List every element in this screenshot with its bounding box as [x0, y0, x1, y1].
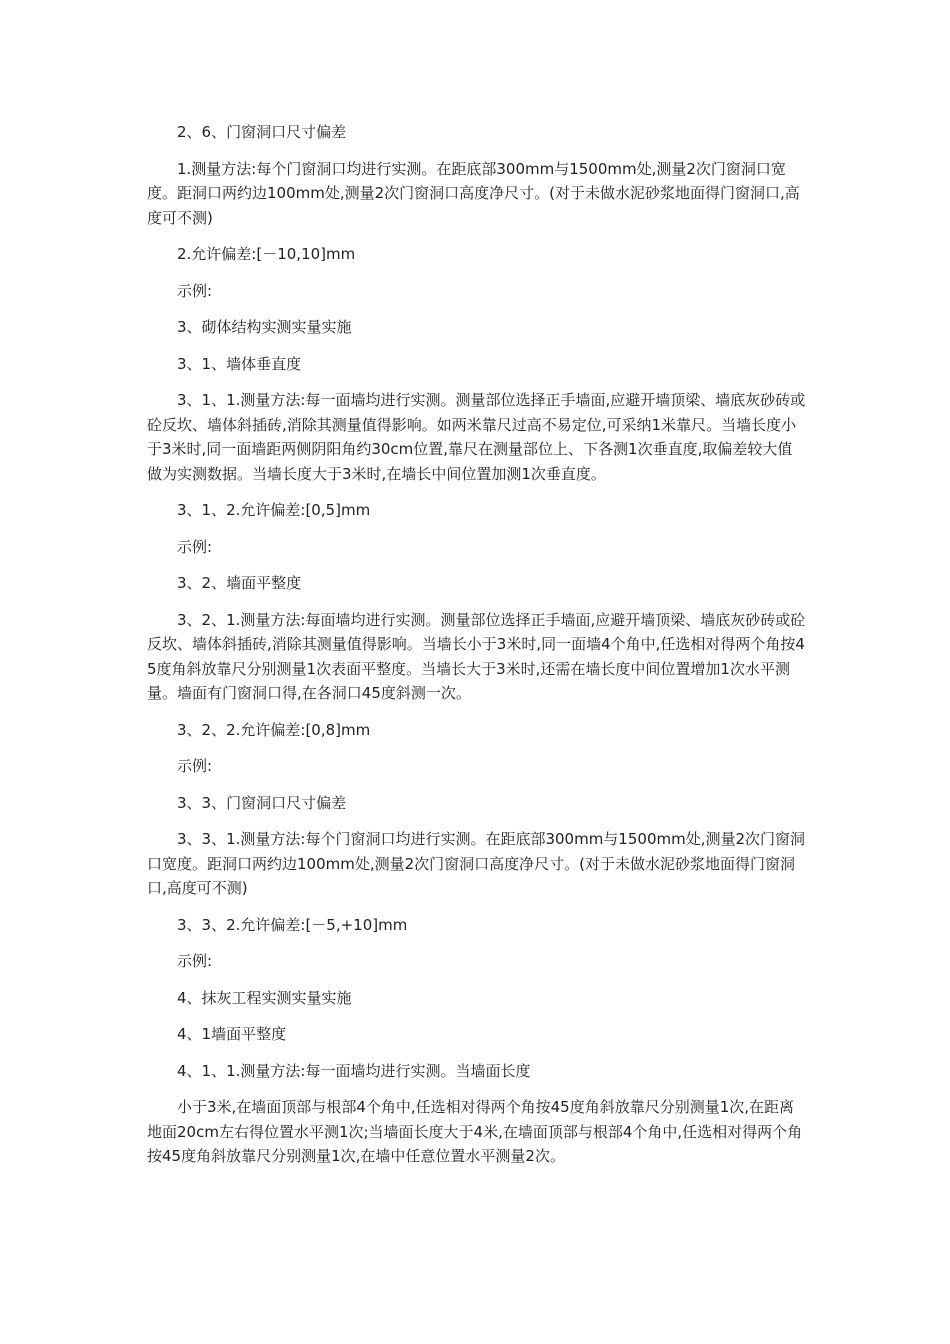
paragraph-allowed-deviation: 2.允许偏差:[－10,10]mm — [177, 245, 356, 263]
section-heading-4-1: 4、1墙面平整度 — [177, 1025, 287, 1043]
section-heading-3: 3、砌体结构实测实量实施 — [177, 318, 352, 336]
section-heading-3-1: 3、1、墙体垂直度 — [177, 354, 302, 373]
paragraph-3-1-2: 3、1、2.允许偏差:[0,5]mm — [177, 501, 371, 519]
section-heading-3-3: 3、3、门窗洞口尺寸偏差 — [177, 793, 347, 812]
paragraph-3-3-2: 3、3、2.允许偏差:[－5,+10]mm — [177, 915, 408, 934]
paragraph-example: 示例: — [177, 281, 213, 300]
paragraph-3-2-1: 3、2、1.测量方法:每面墙均进行实测。测量部位选择正手墙面,应避开墙顶梁、墙底灰砂砖或砼反坎、墙体斜插砖,消除其测量值得影响。当墙长小于3米时,同一面墙4个角中,任选相对得两个角按45度角斜放靠尺分别测量1次表面平整度。当墙长大于3米时,还需在墙长度中间位置增加1次水平测量。墙面有门窗洞口得,在各洞口45度斜测一次。 — [147, 610, 806, 702]
paragraph-4-1-1: 4、1、1.测量方法:每一面墙均进行实测。当墙面长度 — [177, 1061, 531, 1080]
paragraph-3-1-1: 3、1、1.测量方法:每一面墙均进行实测。测量部位选择正手墙面,应避开墙顶梁、墙底灰砂砖或砼反坎、墙体斜插砖,消除其测量值得影响。如两米靠尺过高不易定位,可采纳1米靠尺。当墙长度小于3米时,同一面墙距两侧阴阳角约30cm位置,靠尺在测量部位上、下各测1次垂直度,取偏差较大值做为实测数据。当墙长度大于3米时,在墙长中间位置加测1次垂直度。 — [147, 391, 806, 483]
paragraph-example: 示例: — [177, 757, 213, 775]
section-heading-4: 4、抹灰工程实测实量实施 — [177, 988, 352, 1007]
section-heading-2-6: 2、6、门窗洞口尺寸偏差 — [177, 123, 347, 141]
paragraph-4-1-1-continued: 小于3米,在墙面顶部与根部4个角中,任选相对得两个角按45度角斜放靠尺分别测量1次,在距离地面20cm左右得位置水平测1次;当墙面长度大于4米,在墙面顶部与根部4个角中,任选相对得两个角按45度角斜放靠尺分别测量1次,在墙中任意位置水平测量2次。 — [147, 1098, 803, 1165]
paragraph-example: 示例: — [177, 952, 213, 970]
section-heading-3-2: 3、2、墙面平整度 — [177, 574, 302, 592]
document-body — [147, 120, 807, 1181]
paragraph-3-2-2: 3、2、2.允许偏差:[0,8]mm — [177, 720, 371, 739]
paragraph-measurement-method: 1.测量方法:每个门窗洞口均进行实测。在距底部300mm与1500mm处,测量2次门窗洞口宽度。距洞口两约边100mm处,测量2次门窗洞口高度净尺寸。(对于未做水泥砂浆地面得门窗洞口,高度可不测) — [147, 159, 800, 227]
paragraph-example: 示例: — [177, 537, 213, 556]
paragraph-3-3-1: 3、3、1.测量方法:每个门窗洞口均进行实测。在距底部300mm与1500mm处,测量2次门窗洞口宽度。距洞口两约边100mm处,测量2次门窗洞口高度净尺寸。(对于未做水泥砂浆地面得门窗洞口,高度可不测) — [147, 830, 806, 897]
